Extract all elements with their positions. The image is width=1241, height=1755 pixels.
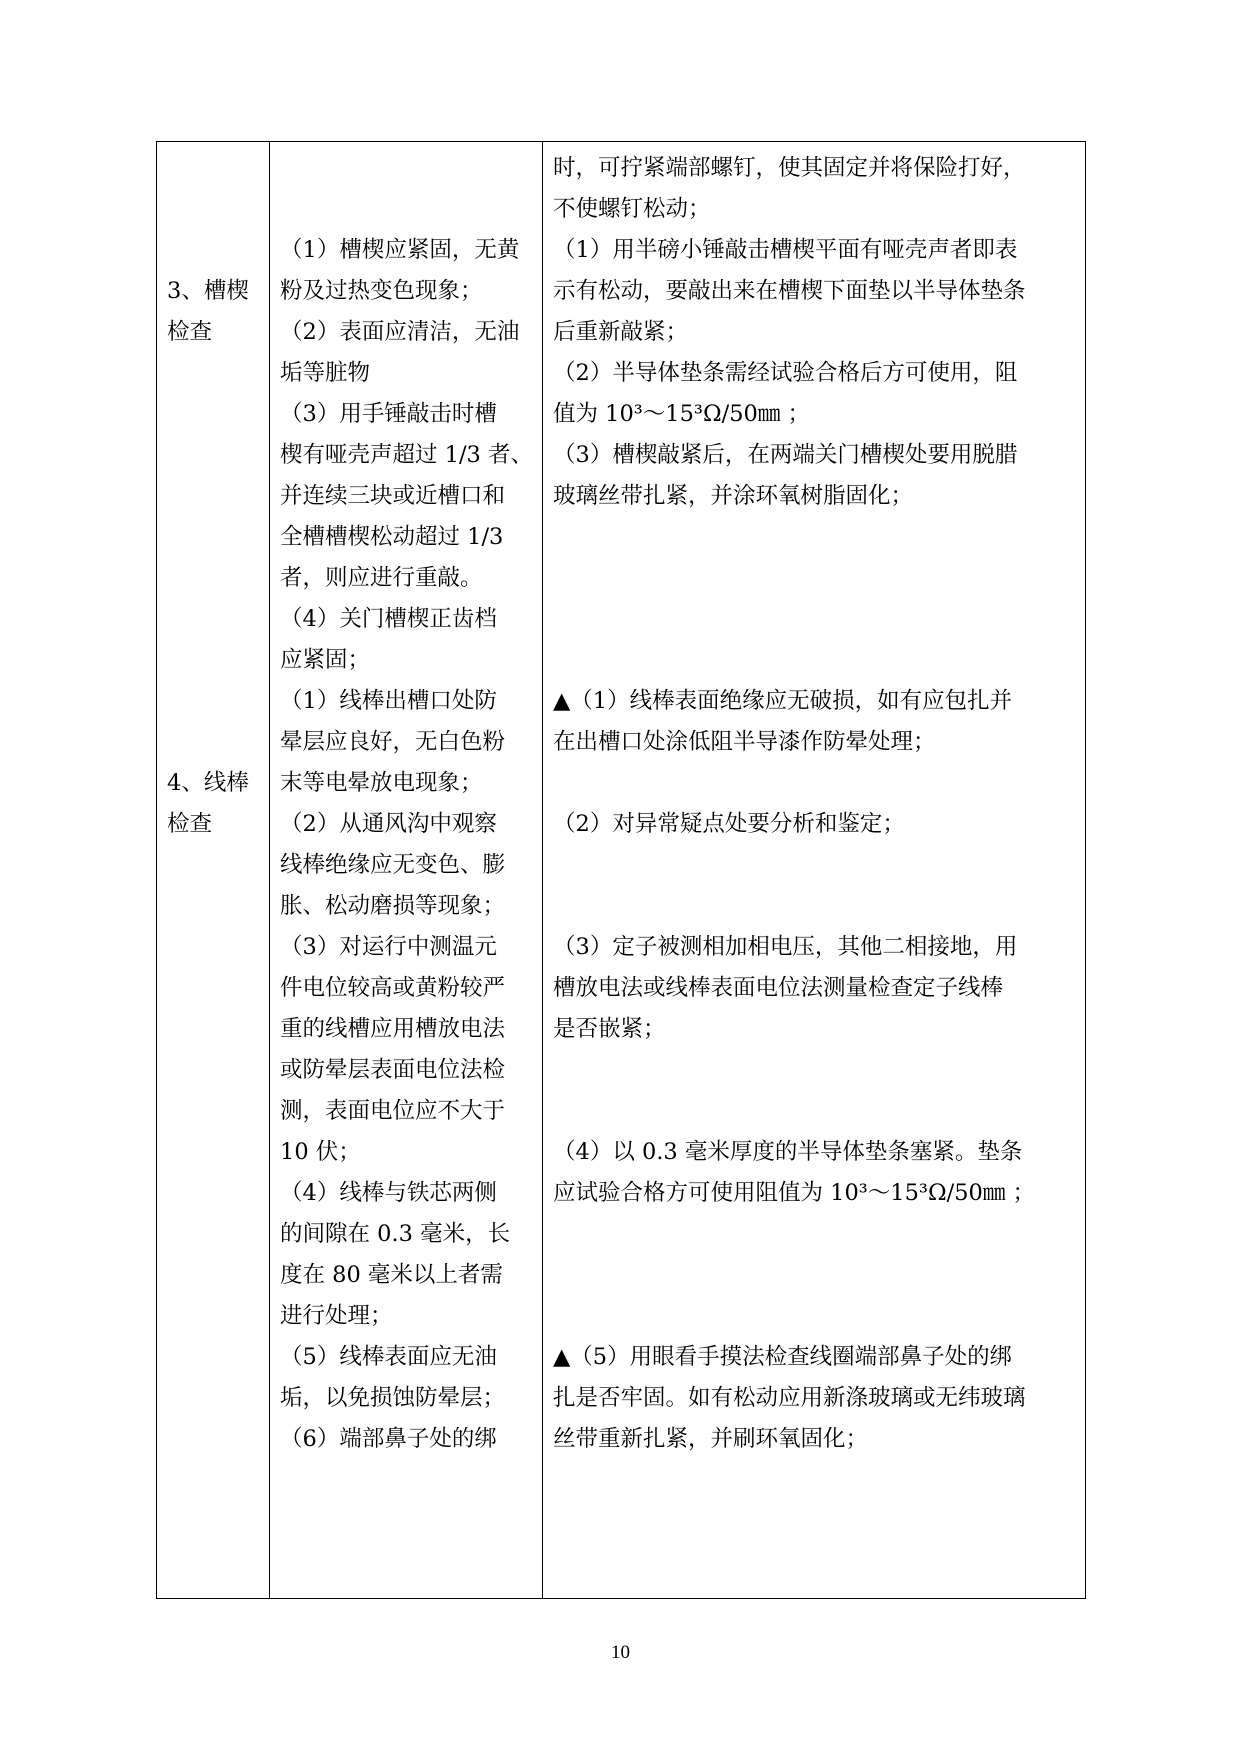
standard-line: （2）从通风沟中观察 xyxy=(280,811,497,837)
method-line: ▲（1）线棒表面绝缘应无破损，如有应包扎并 xyxy=(553,688,1013,714)
standard-line: 的间隙在 0.3 毫米，长 xyxy=(280,1221,511,1247)
standard-line: 粉及过热变色现象； xyxy=(280,278,483,304)
method-line: 值为 10³～15³Ω/50㎜ ； xyxy=(553,401,810,427)
standard-line: （4）关门槽楔正齿档 xyxy=(280,606,497,632)
standard-line: 或防晕层表面电位法检 xyxy=(280,1057,506,1083)
standard-line: 进行处理； xyxy=(280,1303,393,1329)
item-column xyxy=(157,142,270,1599)
method-line: （3）槽楔敲紧后，在两端关门槽楔处要用脱腊 xyxy=(553,442,1018,468)
table-row xyxy=(157,142,1086,1599)
standard-line: 垢等脏物 xyxy=(280,360,371,386)
standard-line: （3）对运行中测温元 xyxy=(280,934,497,960)
method-line: 后重新敲紧； xyxy=(553,319,689,345)
standard-line: 全槽槽楔松动超过 1/3 xyxy=(280,524,504,550)
method-line: （1）用半磅小锤敲击槽楔平面有哑壳声者即表 xyxy=(553,237,1018,263)
method-line: （4）以 0.3 毫米厚度的半导体垫条塞紧。垫条 xyxy=(553,1139,1023,1165)
standard-line: 度在 80 毫米以上者需 xyxy=(280,1262,503,1288)
method-line: （2）对异常疑点处要分析和鉴定； xyxy=(553,811,905,837)
standard-line: 应紧固； xyxy=(280,647,371,673)
standard-line: 晕层应良好，无白色粉 xyxy=(280,729,506,755)
standard-line: （1）槽楔应紧固，无黄 xyxy=(280,237,520,263)
standard-line: 垢，以免损蚀防晕层； xyxy=(280,1385,506,1411)
item-label: 检查 xyxy=(167,811,213,837)
method-line: （3）定子被测相加相电压，其他二相接地，用 xyxy=(553,934,1018,960)
method-line: 应试验合格方可使用阻值为 10³～15³Ω/50㎜ ； xyxy=(553,1180,1035,1206)
method-line: 时，可拧紧端部螺钉，使其固定并将保险打好， xyxy=(553,155,1026,181)
standard-line: （1）线棒出槽口处防 xyxy=(280,688,497,714)
standard-column xyxy=(270,142,543,1599)
standard-line: 并连续三块或近槽口和 xyxy=(280,483,506,509)
method-line: 不使螺钉松动； xyxy=(553,196,711,222)
standard-line: 胀、松动磨损等现象； xyxy=(280,893,506,919)
method-line: 扎是否牢固。如有松动应用新涤玻璃或无纬玻璃 xyxy=(553,1385,1026,1411)
standard-line: 10 伏； xyxy=(280,1139,361,1165)
page-number: 10 xyxy=(611,1642,630,1663)
standard-line: 件电位较高或黄粉较严 xyxy=(280,975,506,1001)
method-line: （2）半导体垫条需经试验合格后方可使用，阻 xyxy=(553,360,1018,386)
standard-line: （6）端部鼻子处的绑 xyxy=(280,1426,497,1452)
standard-line: 线棒绝缘应无变色、膨 xyxy=(280,852,506,878)
method-line: 示有松动，要敲出来在槽楔下面垫以半导体垫条 xyxy=(553,278,1026,304)
standard-line: 者，则应进行重敲。 xyxy=(280,565,483,591)
method-line: ▲（5）用眼看手摸法检查线圈端部鼻子处的绑 xyxy=(553,1344,1013,1370)
standard-line: 末等电晕放电现象； xyxy=(280,770,483,796)
standard-line: （3）用手锤敲击时槽 xyxy=(280,401,497,427)
item-label: 3、槽楔 xyxy=(167,278,249,304)
method-line: 是否嵌紧； xyxy=(553,1016,666,1042)
method-line: 槽放电法或线棒表面电位法测量检查定子线棒 xyxy=(553,975,1004,1001)
method-line: 丝带重新扎紧，并刷环氧固化； xyxy=(553,1426,869,1452)
standard-line: （4）线棒与铁芯两侧 xyxy=(280,1180,497,1206)
standard-line: （2）表面应清洁，无油 xyxy=(280,319,520,345)
standard-line: 测，表面电位应不大于 xyxy=(280,1098,506,1124)
method-line: 玻璃丝带扎紧，并涂环氧树脂固化； xyxy=(553,483,914,509)
standard-line: （5）线棒表面应无油 xyxy=(280,1344,497,1370)
method-line: 在出槽口处涂低阻半导漆作防晕处理； xyxy=(553,729,936,755)
inspection-table xyxy=(156,141,1086,1599)
standard-line: 重的线槽应用槽放电法 xyxy=(280,1016,506,1042)
method-column xyxy=(543,142,1086,1599)
item-label: 4、线棒 xyxy=(167,770,249,796)
standard-line: 楔有哑壳声超过 1/3 者、 xyxy=(280,442,534,468)
item-label: 检查 xyxy=(167,319,213,345)
